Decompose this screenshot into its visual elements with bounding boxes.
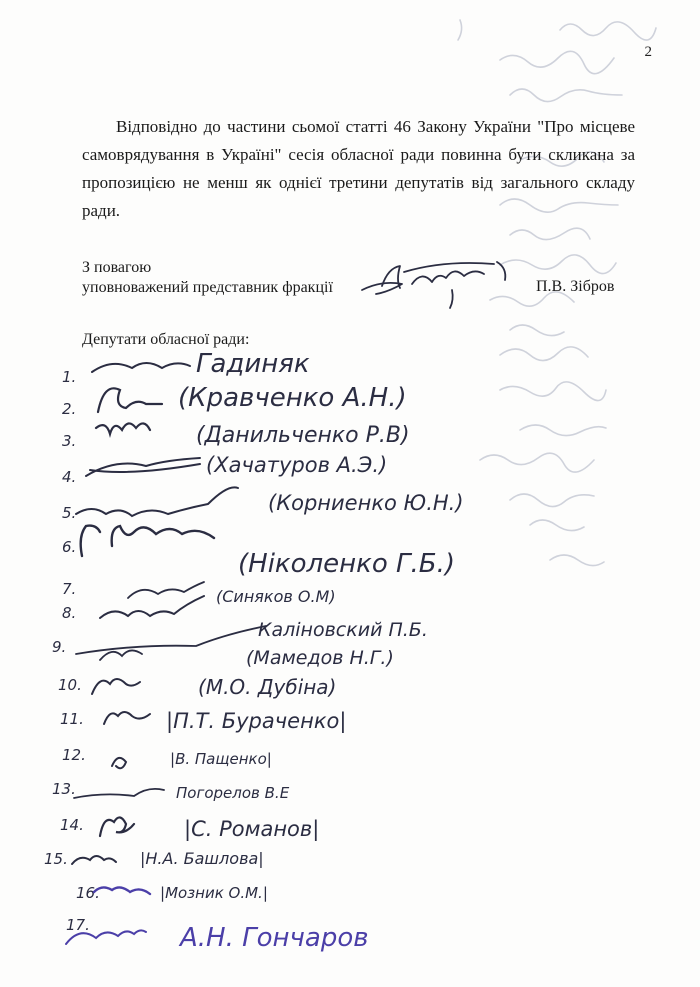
- deputy-number: 7.: [62, 580, 77, 598]
- deputy-row-1: [62, 349, 310, 386]
- deputy-name: (Кравченко А.Н.): [178, 383, 407, 413]
- deputy-name: (М.О. Дубіна): [198, 675, 337, 699]
- deputy-name: Гадиняк: [196, 349, 310, 379]
- deputy-number: 4.: [62, 468, 77, 486]
- deputy-row-11: [60, 709, 346, 734]
- deputy-signature: [100, 817, 134, 836]
- deputy-name: (Хачатуров А.Э.): [206, 453, 388, 477]
- deputy-signature: [112, 758, 126, 768]
- deputy-signature: [98, 388, 162, 412]
- deputy-number: 16.: [76, 884, 100, 902]
- deputy-name: |Мозник О.М.|: [160, 884, 268, 902]
- deputy-name: |П.Т. Бураченко|: [166, 709, 347, 733]
- representative-name: П.В. Зібров: [536, 278, 615, 295]
- deputy-name: (Ніколенко Г.Б.): [238, 549, 456, 579]
- deputy-name: (Данильченко Р.В): [196, 423, 410, 448]
- deputy-signature: [96, 423, 150, 434]
- deputy-number: 5.: [62, 504, 77, 522]
- deputy-signature: [104, 712, 150, 724]
- deputy-row-5: [62, 487, 464, 522]
- deputy-row-10: [58, 675, 336, 699]
- deputies-heading: Депутати обласної ради:: [82, 331, 250, 348]
- deputy-signature: [86, 458, 200, 476]
- deputy-number: 1.: [62, 368, 77, 386]
- deputy-signature: [72, 856, 116, 864]
- closing-regards: З повагою: [82, 259, 152, 276]
- deputy-name: Погорелов В.Е: [176, 784, 290, 802]
- deputy-name: |С. Романов|: [184, 817, 320, 841]
- deputy-number: 3.: [62, 432, 77, 450]
- deputy-number: 11.: [60, 710, 84, 728]
- deputy-signature: [76, 626, 266, 660]
- deputy-row-15: [44, 849, 264, 868]
- page-number: 2: [644, 44, 652, 60]
- deputy-name: |В. Пащенко|: [170, 750, 272, 768]
- deputy-signature: [74, 789, 164, 798]
- body-paragraph: Відповідно до частини сьомої статті 46 Закону України "Про місцеве самоврядування в Україні" сесія обласної ради повинна бути скликана за пропозицією не менш як однієї третини депутатів від загального складу ради.: [82, 117, 635, 220]
- deputy-number: 8.: [62, 604, 77, 622]
- deputy-name: Каліновский П.Б.: [258, 619, 428, 641]
- deputy-number: 14.: [60, 816, 84, 834]
- deputy-signature: [100, 596, 204, 618]
- deputy-name: (Корниенко Ю.Н.): [268, 491, 464, 515]
- deputy-row-4: [62, 453, 387, 486]
- deputy-row-13: [52, 780, 290, 802]
- deputy-number: 13.: [52, 780, 76, 798]
- deputy-signature: [92, 679, 140, 694]
- deputy-name: (Синяков О.М): [216, 587, 336, 606]
- deputy-number: 2.: [62, 400, 77, 418]
- deputy-signature: [92, 363, 190, 372]
- deputy-name: А.Н. Гончаров: [180, 923, 369, 953]
- deputy-number: 6.: [62, 538, 77, 556]
- deputy-row-16: [76, 884, 268, 902]
- deputy-signature: [128, 582, 204, 598]
- deputy-row-3: [62, 423, 410, 450]
- deputy-number: 10.: [58, 676, 82, 694]
- deputy-number: 15.: [44, 850, 68, 868]
- deputy-row-7: [62, 580, 336, 606]
- deputy-signature: [76, 487, 238, 516]
- deputy-number: 12.: [62, 746, 86, 764]
- deputy-row-6: [62, 526, 455, 579]
- deputy-name: |Н.А. Башлова|: [140, 849, 264, 868]
- closing-role: уповноважений представник фракції: [82, 279, 333, 296]
- deputy-signature: [94, 887, 150, 894]
- deputy-row-14: [60, 816, 319, 842]
- deputy-row-12: [62, 746, 272, 768]
- deputy-row-2: [62, 383, 407, 418]
- deputy-name: (Мамедов Н.Г.): [246, 647, 394, 669]
- deputy-row-17: [66, 916, 369, 953]
- deputy-signature: [81, 526, 214, 556]
- deputy-number: 17.: [66, 916, 90, 934]
- deputy-number: 9.: [52, 638, 67, 656]
